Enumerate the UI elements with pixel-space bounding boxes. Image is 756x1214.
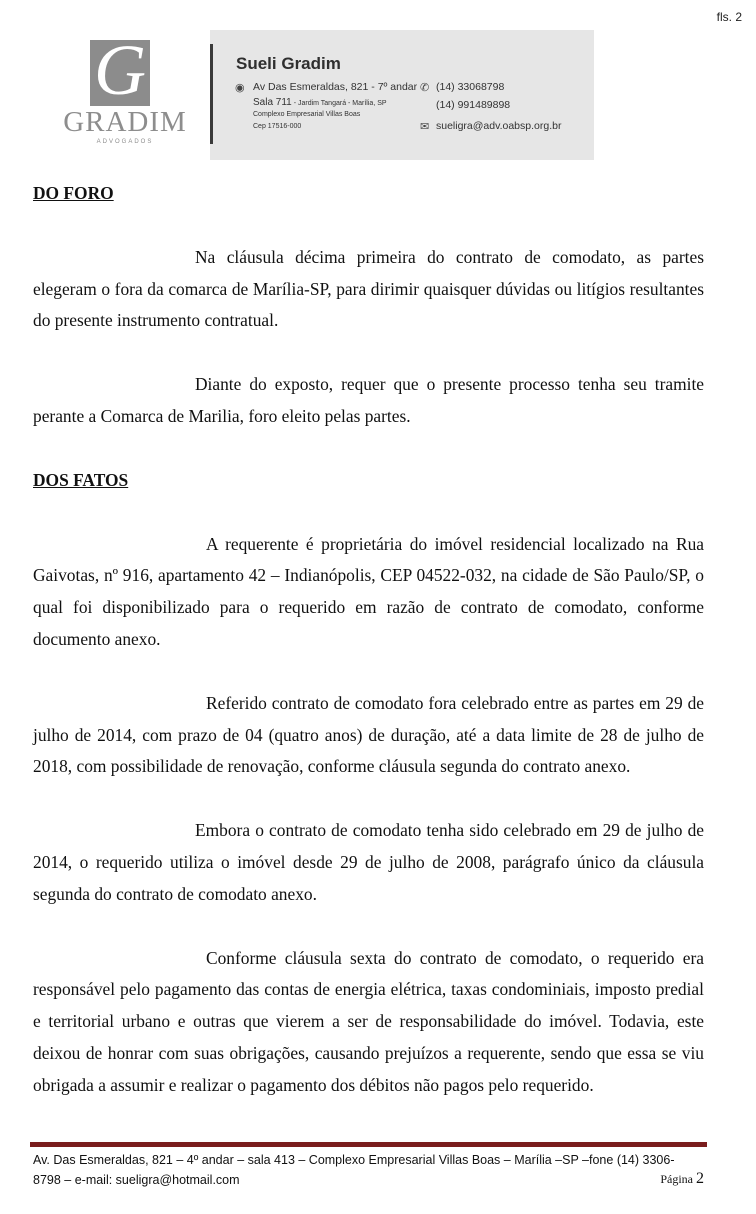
- paragraph-foro-2: Diante do exposto, requer que o presente processo tenha seu tramite perante a Comarca de Marilia, foro eleito pelas partes.: [33, 374, 704, 426]
- map-pin-icon: ◉: [235, 82, 245, 94]
- card-phone1: (14) 33068798: [436, 81, 505, 93]
- envelope-icon: ✉: [420, 121, 430, 133]
- document-body: [33, 178, 704, 1102]
- card-address-district: - Jardim Tangará - Marília, SP: [291, 100, 387, 107]
- gradim-logo: [62, 30, 188, 152]
- card-address-line3: Complexo Empresarial Villas Boas: [253, 111, 361, 118]
- logo-monogram: [90, 30, 150, 110]
- card-email: sueligra@adv.oabsp.org.br: [436, 120, 562, 132]
- card-address-room: Sala 711: [253, 97, 292, 108]
- section-heading-fatos: DOS FATOS: [33, 469, 129, 490]
- section-heading-foro: DO FORO: [33, 183, 114, 203]
- footer-address: [33, 1150, 703, 1190]
- card-divider: [210, 44, 213, 144]
- paragraph-fatos-2: Referido contrato de comodato fora celebrado entre as partes em 29 de julho de 2014, com prazo de 04 (quatro anos) de duração, até a data limite de 28 de julho de 2018, com possibilidade de renovação, conforme cláusula segunda do contrato anexo.: [33, 692, 704, 777]
- paragraph-fatos-3: Embora o contrato de comodato tenha sido celebrado em 29 de julho de 2014, o requerido utiliza o imóvel desde 29 de julho de 2008, parágrafo único da cláusula segunda do contrato de comodato anexo.: [33, 820, 704, 904]
- contact-card: [210, 30, 594, 160]
- card-address-line4: Cep 17516-000: [253, 123, 302, 130]
- card-address-line1: Av Das Esmeraldas, 821 - 7º andar: [253, 81, 418, 93]
- paragraph-fatos-1: A requerente é proprietária do imóvel residencial localizado na Rua Gaivotas, nº 916, apartamento 42 – Indianópolis, CEP 04522-032, na cidade de São Paulo/SP, o qual foi disponibilizado para o requerido em razão de contrato de comodato, conforme documento anexo.: [33, 533, 704, 649]
- card-address-line2: [253, 97, 387, 108]
- paragraph-fatos-4: Conforme cláusula sexta do contrato de comodato, o requerido era responsável pelo pagamento das contas de energia elétrica, taxas condominiais, imposto predial e territorial urbano e outras que vierem a ser de responsabilidade do imóvel. Todavia, este deixou de honrar com suas obrigações, causando prejuízos a requerente, sendo que essa se viu obrigada a assumir e realizar o pagamento dos débitos não pagos pelo requerido.: [33, 947, 704, 1095]
- logo-monogram-letter: G: [94, 30, 146, 110]
- logo-brand: GRADIM: [63, 106, 187, 138]
- phone-icon: ✆: [420, 82, 430, 94]
- page-number-value: 2: [696, 1170, 704, 1187]
- page-stamp: fls. 2: [716, 10, 742, 24]
- footer-line1: Av. Das Esmeraldas, 821 – 4º andar – sala 413 – Complexo Empresarial Villas Boas – Marília –SP –fone (14) 3306-: [33, 1153, 675, 1167]
- footer-line2: 8798 – e-mail: sueligra@hotmail.com: [33, 1173, 240, 1187]
- logo-subtitle: ADVOGADOS: [96, 139, 154, 145]
- paragraph-foro-1: Na cláusula décima primeira do contrato de comodato, as partes elegeram o fora da comarca de Marília-SP, para dirimir quaisquer dúvidas ou litígios resultantes do presente instrumento contratual.: [33, 246, 704, 331]
- card-name: Sueli Gradim: [236, 54, 341, 73]
- page-number: [660, 1170, 704, 1188]
- footer-rule: [30, 1142, 707, 1147]
- page-label: Página: [660, 1172, 693, 1186]
- card-phone2: (14) 991489898: [436, 99, 511, 111]
